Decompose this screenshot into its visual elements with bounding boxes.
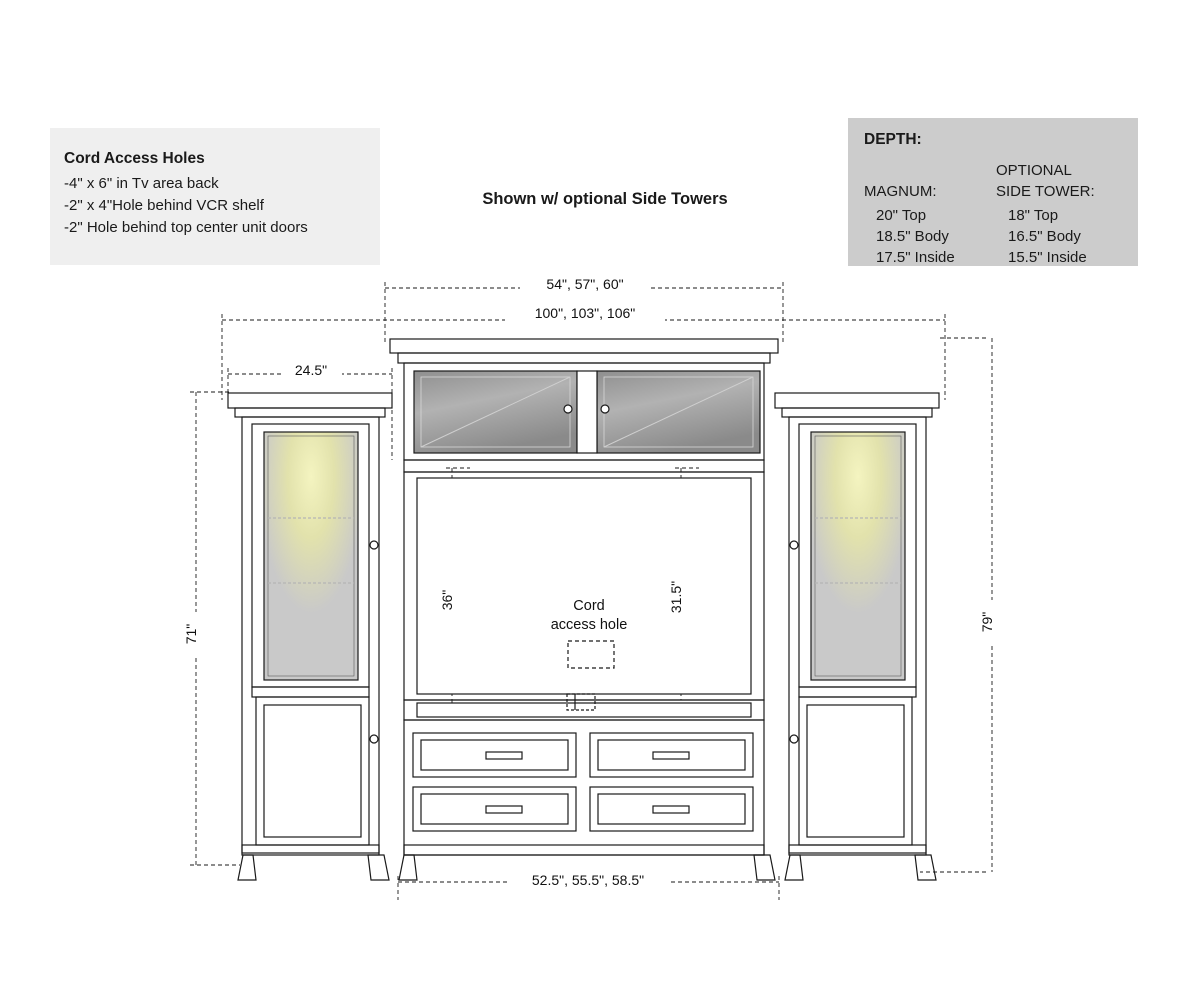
cord-access-hole-label-line1: Cord: [573, 598, 605, 614]
dim-base-width: 52.5", 55.5", 58.5": [531, 872, 645, 888]
dim-overall-height: 79": [979, 611, 995, 633]
left-side-tower: [228, 393, 392, 880]
depth-magnum-heading: MAGNUM:: [864, 183, 937, 200]
diagram-caption: Shown w/ optional Side Towers: [482, 190, 728, 208]
dim-overall-width: 100", 103", 106": [534, 305, 636, 321]
cord-access-note-line: -4" x 6" in Tv area back: [64, 175, 219, 192]
cord-access-hole-label-line2: access hole: [550, 617, 628, 633]
depth-side-tower-item: 15.5" Inside: [1008, 249, 1087, 266]
depth-magnum-item: 18.5" Body: [876, 228, 949, 245]
depth-side-tower-heading-1: OPTIONAL: [996, 162, 1072, 179]
depth-side-tower-item: 18" Top: [1008, 207, 1059, 224]
dim-tv-opening-inner-height: 31.5": [668, 580, 684, 614]
cord-access-note-title: Cord Access Holes: [64, 150, 205, 167]
depth-side-tower-heading-2: SIDE TOWER:: [996, 183, 1095, 200]
cord-access-note-line: -2" Hole behind top center unit doors: [64, 219, 308, 236]
dim-tv-opening-height: 36": [439, 589, 455, 611]
dim-tower-height: 71": [183, 623, 199, 645]
cord-access-note-line: -2" x 4"Hole behind VCR shelf: [64, 197, 264, 214]
dim-top-center-width: 54", 57", 60": [546, 276, 624, 292]
depth-magnum-item: 20" Top: [876, 207, 927, 224]
dim-tower-width: 24.5": [294, 362, 328, 378]
depth-note-title: DEPTH:: [864, 131, 922, 148]
right-side-tower: [775, 393, 939, 880]
depth-side-tower-item: 16.5" Body: [1008, 228, 1081, 245]
depth-magnum-item: 17.5" Inside: [876, 249, 955, 266]
